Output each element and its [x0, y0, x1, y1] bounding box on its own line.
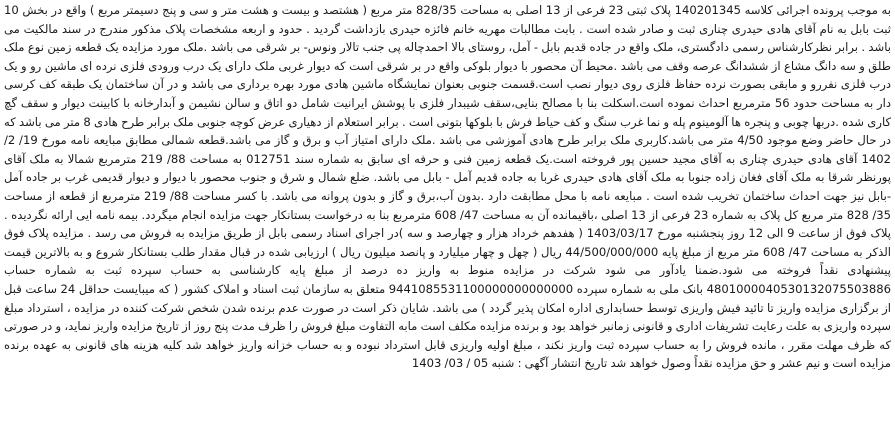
notice-body-text: به موجب پرونده اجرائی کلاسه 140201345 پلاک ثبتی 23 فرعی از 13 اصلی به مساحت 828/35 متر مربع ( هشتصد و بیست و هشت متر و سی و پنج دسیمتر مربع ) واقع در بخش 10 ثبت بابل به نام آقای هادی حیدری چناری ثبت و صادر شده است . بابت مطالبات مهریه خانم فائزه حیدری بازداشت گردید . حدود و اربعه مشخصات پلاک مذکور مندرج در سند مالکیت می باشد . برابر نظرکارشناس رسمی دادگستری، ملک واقع در جاده قدیم بابل - آمل، روستای بالا احمدچاله پی جنب تالار ونوس- بر شرقی می باشد .ملک مورد مزایده یک قطعه زمین نوع ملک طلق و سه دانگ مشاع از ششدانگ عرصه وقف می باشد .محیط آن محصور با دیوار بلوکی واقع در بر شرقی است که دیوار غربی ملک دارای یک درب ورودی فلزی نرده ای ماشین رو و یک درب فلزی نفررو و مابقی بصورت نرده حفاظ فلزی روی دیوار نصب است.قسمت جنوبی بعنوان نمایشگاه ماشین هادی مورد بهره برداری می باشد و در آن ساختمان یک طبقه کف کرسی دار به مساحت حدود 56 مترمربع احداث نموده است.اسکلت بنا با مصالح بنایی،سقف شیبدار فلزی با پوشش ایرانیت شامل دو اتاق و سالن نشیمن و آبدارخانه با کابینت دیوار و سقف گچ کاری شده .دربها چوبی و پنجره ها آلومینوم پله و نما غرب سنگ و کف حیاط فرش با بلوکها بتونی است . برابر استعلام از دهیاری عرض کوچه جنوبی ملک برابر طرح هادی 8 متر می باشد که در حال حاضر وضع موجود 4/50 متر می باشد.کاربری ملک برابر طرح هادی آموزشی می باشد .ملک دارای امتیاز آب و برق و گاز می باشد.قطعه شمالی مطابق مبایعه نامه مورخ 19/ 2/ 1402 آقای هادی حیدری چناری به آقای مجید حسین پور فروخته است.یک قطعه زمین فنی و حرفه ای سابق به شماره سند 012751 به مساحت 88/ 219 مترمربع شمالا به ملک آقای پورنظر شرقا به ملک آقای فغان زاده جنوبا به ملک آقای هادی حیدری غربا به جاده قدیم آمل - بابل می باشد. ضلع شمال و شرق و جنوب محصور با دیوار و دیوار قدیمی غرب بر جاده آمل -بابل نیز جهت احداث ساختمان تخریب شده است . مبایعه نامه با محل مطابقت دارد .بدون آب،برق و گاز و بدون پروانه می باشد. با کسر مساحت 88/ 219 مترمربع از قطعه از مساحت 35/ 828 متر مربع کل پلاک به شماره 23 فرعی از 13 اصلی ،باقیمانده آن به مساحت 47/ 608 مترمربع بنا به درخواست بستانکار جهت مزایده انجام میگردد. بیمه نامه ایی ارائه نگردیده . پلاک فوق از ساعت 9 الی 12 روز پنجشنبه مورخ 1403/03/17 ( هفدهم خرداد هزار و چهارصد و سه )در اجرای اسناد رسمی بابل از طریق مزایده به فروش می رسد . مزایده پلاک فوق الذکر به مساحت 47/ 608 متر مربع از مبلغ پایه 44/500/000/000 ریال ( چهل و چهار میلیارد و پانصد میلیون ریال ) ارزیابی شده در قبال مقدار طلب بستانکار شروع و به بالاترین قیمت پیشنهادی نقداً فروخته می شود.ضمنا یادآور می شود شرکت در مزایده منوط به واریز ده درصد از مبلغ پایه کارشناسی به حساب سپرده ثبت به شماره حساب 4801000040530132075503886 بانک ملی به شماره سپرده 9441085531100000000000000 متعلق به سازمان ثبت اسناد و املاک کشور ( که میبایست حداقل 24 ساعت قبل از برگزاری مزایده واریز تا تائید فیش واریزی توسط حسابداری اداره امکان پذیر گردد ) می باشد. شایان ذکر است در صورت عدم برنده شدن شخص شرکت کننده در مزایده ، استرداد مبلغ سپرده واریزی به علت رعایت تشریفات اداری و قانونی زمانبر خواهد بود و برنده مزایده مکلف است مابه التفاوت مبلغ فروش را ظرف مدت پنج روز از تاریخ مزایده واریز نماید، و در صورتی که ظرف مهلت مقرر ، مانده فروش را به حساب سپرده ثبت واریز نکند ، مبلغ اولیه واریزی قابل استرداد نبوده و به حساب خزانه واریز خواهد شد کلیه هزینه های قانونی به عهده برنده مزایده است و نیم عشر و حق مزایده نقداً وصول خواهد شد تاریخ انتشار آگهی : شنبه 05 / 03/ 1403	[4, 3, 892, 371]
